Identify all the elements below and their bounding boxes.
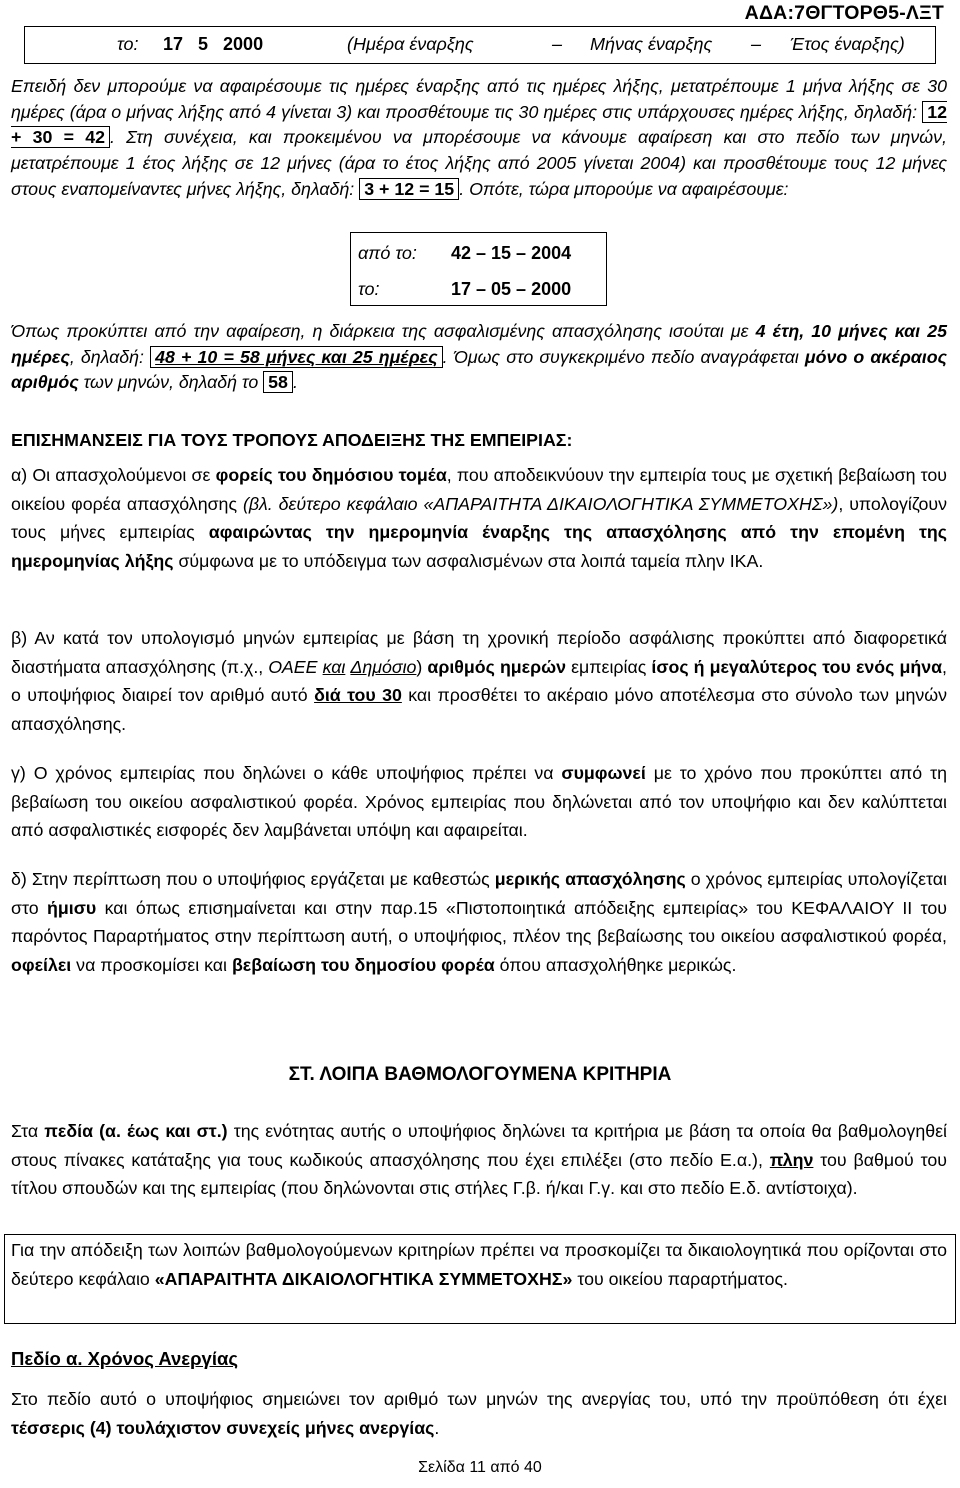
text: δ) Στην περίπτωση που ο υποψήφιος εργάζεται με καθεστώς	[11, 869, 495, 889]
field-heading: Πεδίο α. Χρόνος Ανεργίας	[11, 1348, 238, 1369]
text: γ) Ο χρόνος εμπειρίας που δηλώνει ο κάθε υποψήφιος πρέπει να	[11, 763, 562, 783]
bold-text: διά του 30	[314, 685, 402, 706]
text: του βαθμού του τίτλου σπουδών και της εμπειρίας (που δηλώνονται στις στήλες Γ.β. ή/και Γ.γ. και στο πεδίο Ε.δ. αντίστοιχα).	[11, 1149, 947, 1199]
note-b	[11, 624, 947, 739]
italic-text: και	[322, 656, 346, 677]
bold-text: αριθμός ημερών	[427, 656, 567, 677]
from-label: από το:	[358, 243, 417, 263]
paragraph-unemployment	[11, 1385, 947, 1442]
note-c	[11, 759, 947, 845]
bold-text: αφαιρώντας την ημερομηνία έναρξης της απασχόλησης από την επομένη της ημερομηνίας λήξης	[11, 522, 948, 572]
text: σύμφωνα με το υπόδειγμα των ασφαλισμένων στα λοιπά ταμεία πλην ΙΚΑ.	[173, 551, 764, 572]
text: εμπειρίας	[566, 656, 652, 677]
text: , υπολογίζουν τους μήνες εμπειρίας	[11, 493, 947, 543]
bold-text: οφείλει	[11, 955, 72, 976]
text: , ο υποψήφιος διαιρεί τον αριθμό αυτό	[11, 656, 947, 706]
bold-text: φορείς του δημόσιου τομέα	[215, 465, 447, 485]
section-heading: ΕΠΙΣΗΜΑΝΣΕΙΣ ΓΙΑ ΤΟΥΣ ΤΡΟΠΟΥΣ ΑΠΟΔΕΙΞΗΣ ΤΗΣ ΕΜΠΕΙΡΙΑΣ:	[11, 430, 573, 450]
text: όπου απασχολήθηκε μερικώς.	[494, 955, 737, 976]
year-label: Έτος έναρξης)	[790, 34, 905, 54]
from-value: 42 – 15 – 2004	[451, 243, 572, 263]
text: ο χρόνος εμπειρίας υπολογίζεται στο	[11, 869, 947, 918]
bold-text: μερικής απασχόλησης	[494, 869, 686, 889]
text: . Οπότε, τώρα μπορούμε να αφαιρέσουμε:	[459, 178, 789, 199]
text: . Όμως στο συγκεκριμένο πεδίο αναγράφεται	[442, 346, 805, 367]
bold-text: συμφωνεί	[561, 763, 646, 783]
to-value: 17 – 05 – 2000	[451, 279, 572, 299]
boxed-value: 48 + 10 = 58 μήνες και 25 ημέρες	[150, 346, 443, 368]
section-heading: ΣΤ. ΛΟΙΠΑ ΒΑΘΜΟΛΟΓΟΥΜΕΝΑ ΚΡΙΤΗΡΙΑ	[288, 1064, 672, 1085]
paragraph-conversion	[11, 74, 947, 203]
to-label: το:	[117, 34, 139, 54]
text: του οικείου παραρτήματος.	[572, 1268, 788, 1289]
bold-text: «ΑΠΑΡΑΙΤΗΤΑ ΔΙΚΑΙΟΛΟΓΗΤΙΚΑ ΣΥΜΜΕΤΟΧΗΣ»	[154, 1268, 573, 1289]
text: Όπως προκύπτει από την αφαίρεση, η διάρκεια της ασφαλισμένης απασχόλησης ισούται με	[11, 321, 756, 341]
note-d	[11, 865, 947, 980]
paragraph-result	[11, 319, 947, 396]
italic-text: Δημόσιο	[350, 656, 417, 677]
bold-text: ίσος ή μεγαλύτερος του ενός μήνα	[651, 656, 943, 677]
italic-text: ΟΑΕΕ	[268, 656, 323, 677]
boxed-value: 58	[263, 371, 293, 393]
text: Επειδή δεν μπορούμε να αφαιρέσουμε τις ημέρες έναρξης από τις ημέρες λήξης, μετατρέπουμε 1 μήνα λήξης σε 30 ημέρες (άρα ο μήνας λήξης από 4 γίνεται 3) και προσθέτουμε τις 30 ημέρες στις υπάρχουσες ημέρες λήξης, δηλαδή:	[11, 76, 947, 122]
text: και όπως επισημαίνεται και στην παρ.15 «Πιστοποιητικά απόδειξης εμπειρίας» του ΚΕΦΑΛΑΙΟΥ ΙΙ του παρόντος Παραρτήματος στην περίπτωση αυτή, ο υποψήφιος, πλέον της βεβαίωσης του οικείου ασφαλιστικού φορέα,	[11, 897, 948, 947]
day-label: (Ημέρα έναρξης	[347, 34, 474, 54]
bold-text: τέσσερις (4) τουλάχιστον συνεχείς μήνες ανεργίας	[11, 1417, 435, 1438]
boxed-value: 3 + 12 = 15	[359, 178, 459, 200]
text: .	[434, 1417, 440, 1438]
text: της ενότητας αυτής ο υποψήφιος δηλώνει τα κριτήρια με βάση τα οποία θα βαθμολογηθεί στους πίνακες κατάταξης για τους κωδικούς απασχόλησης που έχει επιλέξει (στο πεδίο Ε.α.),	[11, 1121, 947, 1170]
text: .	[292, 372, 298, 393]
page-number: Σελίδα 11 από 40	[418, 1459, 542, 1476]
paragraph-criteria	[11, 1117, 947, 1203]
text: )	[416, 656, 428, 677]
text: Για την απόδειξη των λοιπών βαθμολογούμενων κριτηρίων πρέπει να προσκομίζει τα δικαιολογητικά που ορίζονται στο δεύτερο κεφάλαιο	[11, 1240, 947, 1289]
text: . Στη συνέχεια, και προκειμένου να μπορέσουμε να κάνουμε αφαίρεση και στο πεδίο των μηνών, μετατρέπουμε 1 έτος λήξης σε 12 μήνες (άρα το έτος λήξης από 2005 γίνεται 2004) και προσθέτουμε τους 12 μήνες στους εναπομείναντες μήνες λήξης, δηλαδή:	[11, 127, 947, 199]
text: α) Οι απασχολούμενοι σε	[11, 465, 216, 485]
to-label: το:	[358, 279, 380, 299]
text: των μηνών, δηλαδή το	[78, 372, 264, 393]
bold-text: πλην	[769, 1149, 814, 1170]
bold-text: πεδία (α. έως και στ.)	[44, 1121, 228, 1141]
text: , που αποδεικνύουν την εμπειρία τους με σχετική βεβαίωση του οικείου φορέα απασχόλησης	[11, 465, 947, 514]
text: και προσθέτει το ακέραιο μόνο αποτέλεσμα στο σύνολο των μηνών απασχόλησης.	[11, 685, 947, 735]
document-id: ΑΔΑ:7ΘΓΤΟΡΘ5-ΛΞΤ	[744, 2, 944, 24]
separator: –	[552, 34, 563, 54]
start-date: 17 5 2000	[163, 34, 264, 54]
note-a	[11, 461, 947, 576]
subtraction-box	[350, 232, 607, 306]
separator: –	[751, 34, 762, 54]
bold-text: βεβαίωση του δημοσίου φορέα	[231, 955, 495, 976]
italic-text: (βλ. δεύτερο κεφάλαιο «ΑΠΑΡΑΙΤΗΤΑ ΔΙΚΑΙΟΛΟΓΗΤΙΚΑ ΣΥΜΜΕΤΟΧΗΣ»)	[242, 493, 839, 514]
bold-text: 4 έτη, 10 μήνες και 25 ημέρες	[11, 321, 947, 367]
text: Στο πεδίο αυτό ο υποψήφιος σημειώνει τον αριθμό των μηνών της ανεργίας του, υπό την προϋπόθεση ότι έχει	[11, 1389, 947, 1409]
text: με το χρόνο που προκύπτει από τη βεβαίωση του οικείου ασφαλιστικού φορέα. Χρόνος εμπειρίας που δηλώνεται από τον υποψήφιο και δεν καλύπτεται από ασφαλιστικές εισφορές δεν λαμβάνεται υπόψη και αφαιρείται.	[11, 763, 947, 841]
framed-note	[11, 1236, 947, 1293]
text: , δηλαδή:	[69, 346, 151, 367]
text: Στα	[11, 1121, 45, 1141]
bold-text: ήμισυ	[47, 897, 97, 918]
text: να προσκομίσει και	[71, 955, 232, 976]
bold-text: μόνο ο ακέραιος αριθμός	[11, 346, 948, 393]
text: β) Αν κατά τον υπολογισμό μηνών εμπειρίας με βάση τη χρονική περίοδο ασφάλισης προκύπτει από διαφορετικά διαστήματα απασχόλησης (π.χ.,	[11, 628, 947, 677]
month-label: Μήνας έναρξης	[590, 34, 713, 54]
boxed-value: 12 + 30 = 42	[11, 101, 947, 148]
